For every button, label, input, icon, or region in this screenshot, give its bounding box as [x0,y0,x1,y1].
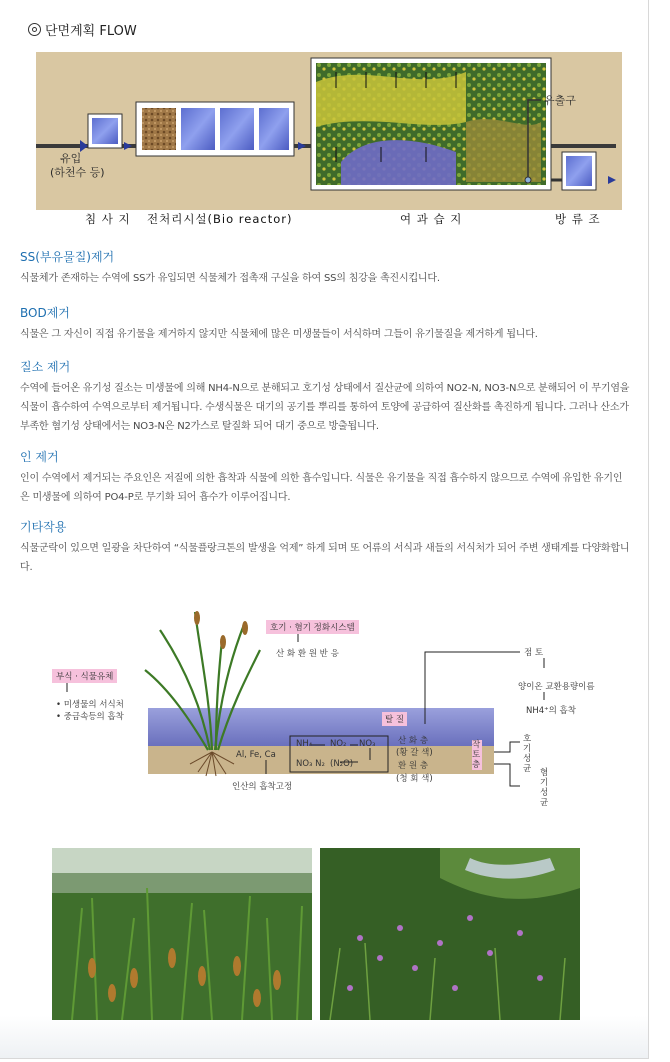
inflow-sub-label: (하천수 등) [50,166,105,179]
anaerobic-label: 혐 기 성 균 [540,768,549,808]
cation-exchange-label: 양이온 교환용량이름 [518,682,595,692]
section-body: 식물체가 존재하는 수역에 SS가 유입되면 식물체가 접촉재 구실을 하여 SS의 침강을 촉진시킵니다. [20,273,440,284]
caption-bioreactor: 전처리시설(Bio reactor) [147,212,293,226]
section-body: 인이 수역에서 제거되는 주요인은 저질에 의한 흡착과 식물에 의한 흡수입니다. 식물은 유기물을 직접 흡수하지 않으므로 수역에 유입한 유기인은 미생물에 의하여 PO4-P로 무기화 되어 흡수가 이루어집니다. [20,473,623,503]
reduction-layer-label: 환 원 층 [398,761,429,771]
photo-cattail [52,848,312,1020]
photo-wetland-stream [320,848,580,1020]
circle-bullet-icon [28,23,41,36]
caption-settling: 침 사 지 [85,212,131,226]
inflow-label: 유입 [60,152,82,165]
left-item: • 미생물의 서식처 [56,700,124,710]
oxidation-color-label: (황 갈 색) [396,748,433,758]
section-ss [20,248,630,288]
aerobic-label: 호 기 성 균 [523,734,532,774]
nh4-formula: NH₄ [296,739,313,749]
denitrification-tag: 탈 질 [382,712,407,726]
section-other [20,518,630,577]
soil-layer-tag: 작 토 층 [472,740,481,770]
system-tag: 호기 · 혐기 정화시스템 [266,620,359,634]
no2-formula: NO₂ [330,739,347,749]
metals-label: Al, Fe, Ca [236,750,276,760]
organic-residue-tag: 부식 · 식물유체 [52,669,117,683]
flow-diagram-graphic [36,52,622,210]
n2-formula: NO₃ N₂ [296,759,325,769]
section-heading: SS(부유물질)제거 [20,250,115,264]
section-heading: BOD제거 [20,306,70,320]
caption-discharge: 방 류 조 [555,212,601,226]
clay-label: 점 토 [524,648,544,658]
section-body: 수역에 들어온 유기성 질소는 미생물에 의해 NH4-N으로 분해되고 호기성 상태에서 질산균에 의하여 NO2-N, NO3-N으로 분해되어 이 무기염을 식물이 흡수하여 수역으로부터 제거됩니다. 수생식물은 대기의 공기를 뿌리를 통하여 토양에 공급하여 질산화를 촉진하게 됩니다. 그러나 산소가 부족한 혐기성 상태에서는 NO3-N은 N2가스로 탈질화 되어 대기 중으로 방출됩니다. [20,383,630,432]
reduction-color-label: (청 회 색) [396,774,433,784]
section-bod [20,304,630,344]
phosphate-fixation-label: 인산의 흡착고정 [232,782,293,792]
page-title: 단면계획 FLOW [28,20,137,39]
section-heading: 질소 제거 [20,360,71,374]
left-item: • 중금속등의 흡착 [56,712,124,722]
flow-diagram [36,52,622,210]
no3-formula: NO₃ [359,739,376,749]
section-heading: 인 제거 [20,450,59,464]
outflow-label: 유출구 [544,94,576,107]
section-body: 식물군락이 있으면 일광을 차단하여 “식물플랑크톤의 발생을 억제” 하게 되며 또 어류의 서식과 새들의 서식처가 되어 주변 생태계를 다양화합니다. [20,543,630,573]
n2o-formula: (N₂O) [330,759,354,769]
section-heading: 기타작용 [20,520,67,534]
oxidation-layer-label: 산 화 층 [398,736,429,746]
caption-wetland: 여 과 습 지 [400,212,463,226]
system-sub-label: 산 화 환 원 반 응 [276,649,339,659]
nh4-adsorption-label: NH4⁺의 흡착 [526,706,576,716]
wetland-diagram [40,600,620,825]
section-nitrogen [20,358,630,436]
section-phosphorus [20,448,630,507]
section-body: 식물은 그 자신이 직접 유기물을 제거하지 않지만 식물체에 많은 미생물들이 서식하며 그들이 유기물질을 제거하게 됩니다. [20,329,538,340]
